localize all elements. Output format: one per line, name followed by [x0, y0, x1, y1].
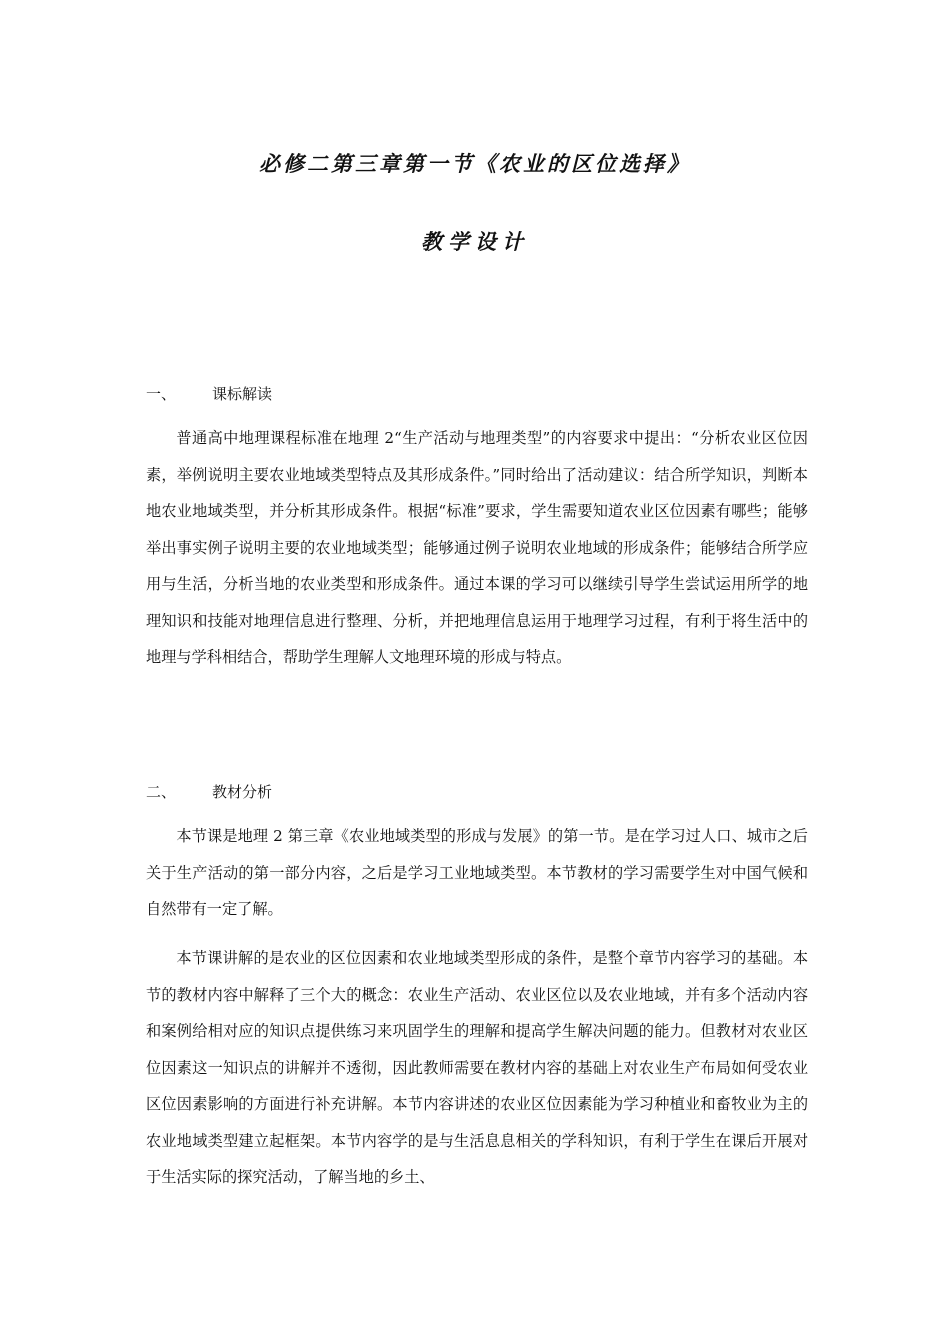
- section-number: 一、: [146, 385, 177, 403]
- paragraph: 本节课讲解的是农业的区位因素和农业地域类型形成的条件，是整个章节内容学习的基础。本节的教材内容中解释了三个大的概念：农业生产活动、农业区位以及农业地域，并有多个活动内容和案例给相对应的知识点提供练习来巩固学生的理解和提高学生解决问题的能力。但教材对农业区位因素这一知识点的讲解并不透彻，因此教师需要在教材内容的基础上对农业生产布局如何受农业区位因素影响的方面进行补充讲解。本节内容讲述的农业区位因素能为学习种植业和畜牧业为主的农业地域类型建立起框架。本节内容学的是与生活息息相关的学科知识，有利于学生在课后开展对于生活实际的探究活动，了解当地的乡土、: [146, 949, 808, 1186]
- paragraph: 本节课是地理 2 第三章《农业地域类型的形成与发展》的第一节。是在学习过人口、城市之后关于生产活动的第一部分内容，之后是学习工业地域类型。本节教材的学习需要学生对中国气候和自然带有一定了解。: [146, 827, 808, 918]
- section-heading-textbook: [146, 781, 272, 802]
- section-title: 课标解读: [212, 385, 273, 403]
- document-title: 必修二第三章第一节《农业的区位选择》: [259, 151, 691, 176]
- document-subtitle: 教学设计: [421, 229, 529, 254]
- paragraph: 普通高中地理课程标准在地理 2“生产活动与地理类型”的内容要求中提出：“分析农业区位因素，举例说明主要农业地域类型特点及其形成条件。”同时给出了活动建议：结合所学知识，判断本地农业地域类型，并分析其形成条件。根据“标准”要求，学生需要知道农业区位因素有哪些；能够举出事实例子说明主要的农业地域类型；能够通过例子说明农业地域的形成条件；能够结合所学应用与生活，分析当地的农业类型和形成条件。通过本课的学习可以继续引导学生尝试运用所学的地理知识和技能对地理信息进行整理、分析，并把地理信息运用于地理学习过程，有利于将生活中的地理与学科相结合，帮助学生理解人文地理环境的形成与特点。: [146, 429, 808, 666]
- section-heading-standards: [146, 383, 272, 404]
- section-number: 二、: [146, 783, 177, 801]
- section-title: 教材分析: [212, 783, 273, 801]
